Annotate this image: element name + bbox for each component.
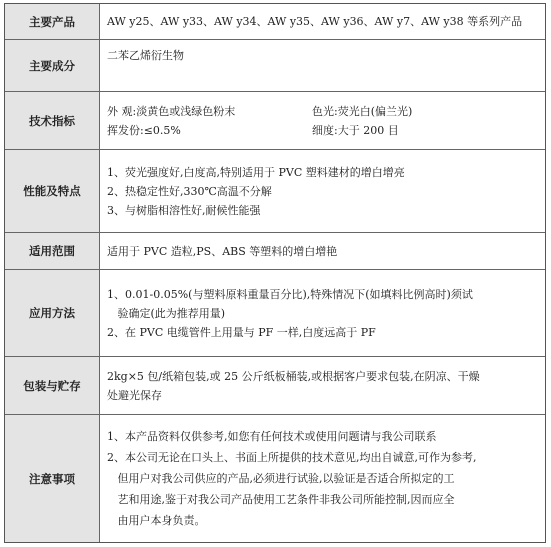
row-application-scope bbox=[5, 233, 545, 270]
content-line: 艺和用途,鉴于对我公司产品使用工艺条件非我公司所能控制,因而应全 bbox=[107, 493, 455, 506]
row-label: 包装与贮存 bbox=[5, 357, 100, 414]
content-line: 2、在 PVC 电缆管件上用量与 PF 一样,白度远高于 PF bbox=[107, 325, 376, 339]
row-content bbox=[100, 150, 545, 232]
spec-fineness: 细度:大于 200 目 bbox=[312, 123, 399, 137]
row-notes bbox=[5, 415, 545, 542]
content-line: 但用户对我公司供应的产品,必须进行试验,以验证是否适合所拟定的工 bbox=[107, 472, 455, 485]
row-content bbox=[100, 270, 545, 356]
content-line: 1、荧光强度好,白度高,特别适用于 PVC 塑料建材的增白增亮 bbox=[107, 165, 405, 179]
row-main-products bbox=[5, 4, 545, 40]
row-label: 注意事项 bbox=[5, 415, 100, 542]
content-line: 二苯乙烯衍生物 bbox=[107, 49, 184, 62]
spec-appearance: 外 观:淡黄色或浅绿色粉末 bbox=[107, 104, 236, 118]
row-label: 性能及特点 bbox=[5, 150, 100, 232]
spec-volatiles: 挥发份:≤0.5% bbox=[107, 123, 181, 137]
row-label: 适用范围 bbox=[5, 233, 100, 269]
row-label: 主要成分 bbox=[5, 40, 100, 91]
content-line: 2、热稳定性好,330℃高温不分解 bbox=[107, 184, 272, 198]
content-line: 2、本公司无论在口头上、书面上所提供的技术意见,均出自诚意,可作为参考, bbox=[107, 451, 477, 464]
content-line: AW y25、AW y33、AW y34、AW y35、AW y36、AW y7、AW y38 等系列产品 bbox=[107, 15, 523, 28]
row-main-ingredient bbox=[5, 40, 545, 92]
row-label: 应用方法 bbox=[5, 270, 100, 356]
content-line: 适用于 PVC 造粒,PS、ABS 等塑料的增白增艳 bbox=[107, 244, 338, 258]
row-packaging-storage bbox=[5, 357, 545, 415]
content-line: 3、与树脂相溶性好,耐候性能强 bbox=[107, 203, 261, 217]
content-line: 1、本产品资料仅供参考,如您有任何技术或使用问题请与我公司联系 bbox=[107, 430, 437, 443]
row-content bbox=[100, 92, 545, 149]
row-content bbox=[100, 415, 545, 542]
product-spec-table bbox=[4, 3, 546, 543]
row-content bbox=[100, 357, 545, 414]
spec-grid bbox=[107, 102, 539, 140]
content-line: 验确定(此为推荐用量) bbox=[107, 306, 226, 320]
row-content bbox=[100, 233, 545, 269]
content-line: 处避光保存 bbox=[107, 388, 162, 402]
row-content bbox=[100, 40, 545, 91]
row-content bbox=[100, 4, 545, 39]
row-label: 主要产品 bbox=[5, 4, 100, 39]
row-tech-spec bbox=[5, 92, 545, 150]
content-line: 2kg×5 包/纸箱包装,或 25 公斤纸板桶装,或根据客户要求包装,在阴凉、干燥 bbox=[107, 369, 480, 383]
content-line: 1、0.01-0.05%(与塑料原料重量百分比),特殊情况下(如填料比例高时)须试 bbox=[107, 287, 473, 301]
spec-color: 色光:荧光白(偏兰光) bbox=[312, 104, 413, 118]
row-label: 技术指标 bbox=[5, 92, 100, 149]
row-usage-method bbox=[5, 270, 545, 357]
row-features bbox=[5, 150, 545, 233]
content-line: 由用户本身负责。 bbox=[107, 514, 206, 527]
